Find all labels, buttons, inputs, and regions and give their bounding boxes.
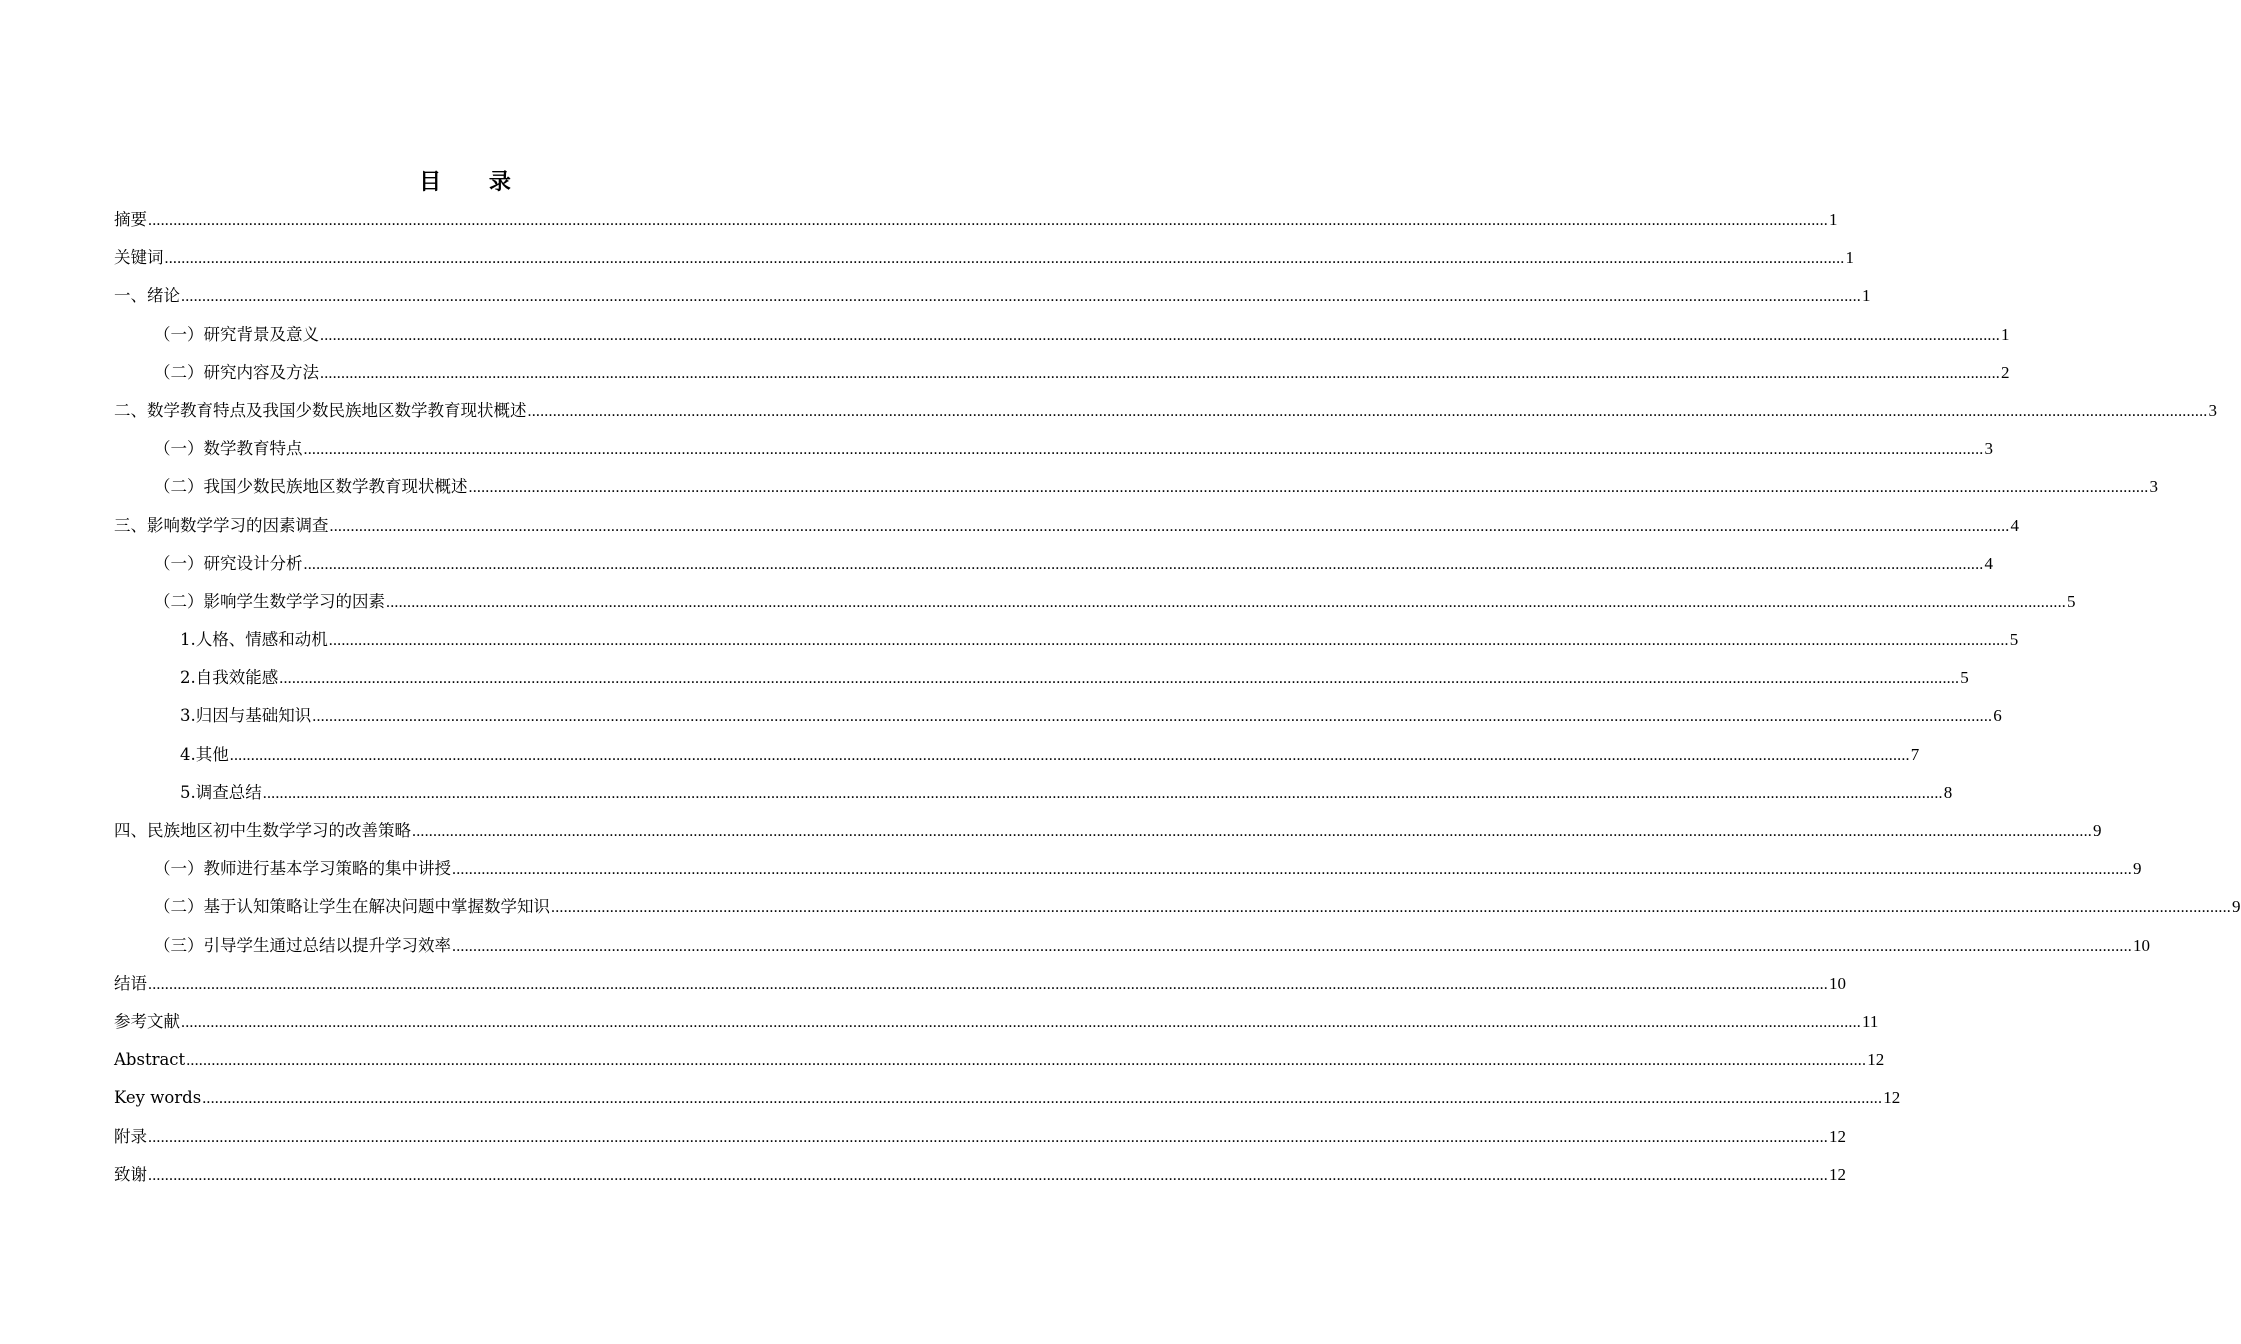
toc-entry-page: 12 <box>1829 1164 1846 1184</box>
toc-entry[interactable] <box>114 245 1854 283</box>
toc-entry-page: 1 <box>1829 210 1838 229</box>
toc-entry[interactable] <box>114 780 1953 818</box>
toc-entry-title: （三）引导学生通过总结以提升学习效率 <box>154 935 451 955</box>
toc-entry-page: 4 <box>1984 553 1993 573</box>
toc-entry-title: Abstract <box>114 1050 186 1070</box>
toc-entry-title: 二、数学教育特点及我国少数民族地区数学教育现状概述 <box>114 400 527 420</box>
toc-entry-page: 3 <box>1984 439 1993 459</box>
toc-entry-page: 1 <box>1862 286 1871 306</box>
toc-entry-page: 3 <box>2208 400 2217 420</box>
toc-entry-title: 三、影响数学学习的因素调查 <box>114 515 329 535</box>
dot-leader: ................................................................................................................................................................................................................................................................................................................................................................................................................ <box>527 402 2208 420</box>
dot-leader: ................................................................................................................................................................................................................................................................................................................................................................................................................ <box>262 784 1943 802</box>
toc-entry-page: 11 <box>1862 1011 1879 1031</box>
dot-leader: ................................................................................................................................................................................................................................................................................................................................................................................................................ <box>329 517 2010 535</box>
toc-title: 目 录 <box>419 170 531 195</box>
toc-entry[interactable] <box>114 551 1993 589</box>
toc-entry[interactable] <box>114 703 2002 741</box>
toc-entry-page: 6 <box>1993 706 2002 726</box>
toc-entry-title: （二）影响学生数学学习的因素 <box>154 591 385 611</box>
toc-entry[interactable] <box>114 1047 1885 1085</box>
toc-entry[interactable] <box>114 474 2158 512</box>
toc-entry-title: （二）我国少数民族地区数学教育现状概述 <box>154 477 468 497</box>
dot-leader: ................................................................................................................................................................................................................................................................................................................................................................................................................ <box>312 708 1993 726</box>
dot-leader: ................................................................................................................................................................................................................................................................................................................................................................................................................ <box>148 1166 1828 1184</box>
toc-entry-title: 4.其他 <box>180 744 229 764</box>
toc-entry-page: 12 <box>1867 1050 1885 1070</box>
toc-entry-title: （一）教师进行基本学习策略的集中讲授 <box>154 859 451 879</box>
toc-entry-page: 10 <box>2133 935 2150 955</box>
dot-leader: ................................................................................................................................................................................................................................................................................................................................................................................................................ <box>181 1013 1861 1031</box>
toc-entry-page: 5 <box>2067 591 2076 611</box>
toc-entry-title: 四、民族地区初中生数学学习的改善策略 <box>114 821 411 840</box>
toc-entry-page: 7 <box>1910 744 1920 764</box>
dot-leader: ................................................................................................................................................................................................................................................................................................................................................................................................................ <box>279 670 1960 688</box>
toc-entry[interactable] <box>114 627 2019 665</box>
toc-entry[interactable] <box>114 1009 1879 1047</box>
toc-entry-page: 1 <box>2001 324 2010 344</box>
toc-entry-title: （一）数学教育特点 <box>154 439 303 459</box>
toc-entry-page: 8 <box>1943 782 1953 802</box>
toc-entry-title: 一、绪论 <box>114 286 180 306</box>
dot-leader: ................................................................................................................................................................................................................................................................................................................................................................................................................ <box>452 937 2132 955</box>
toc-entry[interactable] <box>114 818 2102 856</box>
toc-entry-title: 摘要 <box>114 210 147 229</box>
toc-entry[interactable] <box>114 398 2217 436</box>
dot-leader: ................................................................................................................................................................................................................................................................................................................................................................................................................ <box>412 823 2092 840</box>
dot-leader: ................................................................................................................................................................................................................................................................................................................................................................................................................ <box>202 1090 1883 1108</box>
toc-entry-title: 关键词 <box>114 248 164 268</box>
toc-entry-title: 3.归因与基础知识 <box>180 706 312 726</box>
toc-entry[interactable] <box>114 207 1838 245</box>
dot-leader: ................................................................................................................................................................................................................................................................................................................................................................................................................ <box>328 632 2009 650</box>
toc-entry-page: 9 <box>2232 897 2241 917</box>
toc-entry[interactable] <box>114 894 2241 932</box>
toc-entry-title: （一）研究背景及意义 <box>154 324 319 344</box>
toc-entry-page: 5 <box>2009 630 2019 650</box>
toc-entry[interactable] <box>114 665 1969 703</box>
toc-entry-page: 5 <box>1960 668 1969 688</box>
toc-entry-page: 9 <box>2133 859 2142 879</box>
toc-entry-title: 附录 <box>114 1126 147 1146</box>
dot-leader: ................................................................................................................................................................................................................................................................................................................................................................................................................ <box>181 288 1861 306</box>
toc-entry[interactable] <box>114 436 1993 474</box>
toc-entry[interactable] <box>114 1124 1846 1162</box>
toc-entry-page: 12 <box>1829 1126 1846 1146</box>
dot-leader: ................................................................................................................................................................................................................................................................................................................................................................................................................ <box>452 861 2132 879</box>
toc-entry-page: 9 <box>2093 821 2102 840</box>
toc-entry-title: Key words <box>114 1088 202 1108</box>
toc-entry[interactable] <box>114 360 2010 398</box>
toc-entry-title: 参考文献 <box>114 1011 180 1031</box>
dot-leader: ................................................................................................................................................................................................................................................................................................................................................................................................................ <box>386 593 2066 611</box>
toc-entry[interactable] <box>114 589 2076 627</box>
toc-entry[interactable] <box>114 856 2142 894</box>
toc-entry-page: 3 <box>2149 477 2158 497</box>
dot-leader: ................................................................................................................................................................................................................................................................................................................................................................................................................ <box>303 555 1984 573</box>
toc-entry-title: 1.人格、情感和动机 <box>180 630 328 650</box>
toc-entry-title: 2.自我效能感 <box>180 668 279 688</box>
toc-entry-title: 致谢 <box>114 1164 147 1184</box>
toc-entry-title: （一）研究设计分析 <box>154 553 303 573</box>
toc-entry[interactable] <box>114 933 2150 971</box>
toc-entry[interactable] <box>114 971 1846 1009</box>
toc-entry-title: （二）基于认知策略让学生在解决问题中掌握数学知识 <box>154 897 550 917</box>
dot-leader: ................................................................................................................................................................................................................................................................................................................................................................................................................ <box>468 479 2149 497</box>
dot-leader: ................................................................................................................................................................................................................................................................................................................................................................................................................ <box>320 364 2000 382</box>
toc-entry-title: （二）研究内容及方法 <box>154 362 319 382</box>
toc-entry[interactable] <box>114 513 2019 551</box>
toc-entry[interactable] <box>114 742 1920 780</box>
dot-leader: ................................................................................................................................................................................................................................................................................................................................................................................................................ <box>148 1128 1828 1146</box>
dot-leader: ................................................................................................................................................................................................................................................................................................................................................................................................................ <box>303 441 1984 459</box>
toc-entry-title: 结语 <box>114 973 147 993</box>
toc-entry-page: 1 <box>1845 248 1854 268</box>
toc-entry-page: 12 <box>1883 1088 1901 1108</box>
toc-entry-page: 4 <box>2010 515 2019 535</box>
toc-entry[interactable] <box>114 283 1871 321</box>
toc-entry-page: 10 <box>1829 973 1846 993</box>
dot-leader: ................................................................................................................................................................................................................................................................................................................................................................................................................ <box>551 899 2231 917</box>
dot-leader: ................................................................................................................................................................................................................................................................................................................................................................................................................ <box>164 250 1845 268</box>
dot-leader: ................................................................................................................................................................................................................................................................................................................................................................................................................ <box>148 212 1828 229</box>
toc-entry-page: 2 <box>2001 362 2010 382</box>
toc-entry[interactable] <box>114 1162 1846 1200</box>
dot-leader: ................................................................................................................................................................................................................................................................................................................................................................................................................ <box>148 975 1828 993</box>
toc-entry[interactable] <box>114 1085 1901 1123</box>
dot-leader: ................................................................................................................................................................................................................................................................................................................................................................................................................ <box>186 1052 1867 1070</box>
dot-leader: ................................................................................................................................................................................................................................................................................................................................................................................................................ <box>229 746 1910 764</box>
dot-leader: ................................................................................................................................................................................................................................................................................................................................................................................................................ <box>320 326 2000 344</box>
toc-entry-title: 5.调查总结 <box>180 782 262 802</box>
toc-entry[interactable] <box>114 322 2010 360</box>
table-of-contents <box>114 207 2241 1200</box>
